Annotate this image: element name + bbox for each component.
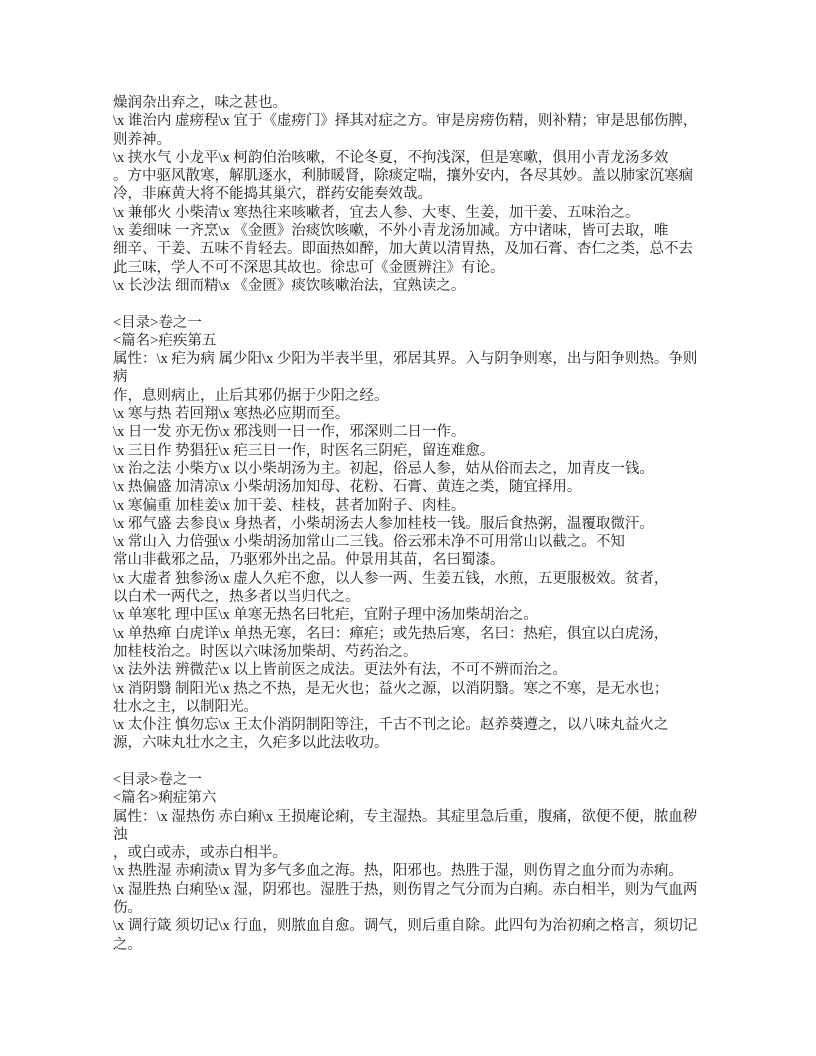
text-line: \x 三日作 势猖狂\x 疟三日一作，时医名三阴疟，留连难愈。: [113, 442, 495, 459]
text-line: 壮水之主，以制阳光。: [113, 698, 258, 715]
text-line: <目录>卷之一: [113, 771, 202, 788]
text-line: 冷，非麻黄大将不能捣其巢穴，群药安能奏效哉。: [113, 186, 432, 203]
text-line: 加桂枝治之。时医以六味汤加柴胡、芍药治之。: [113, 643, 418, 660]
text-line: \x 姜细味 一齐烹\x 《金匮》治痰饮咳嗽，不外小青龙汤加减。方中诸味，皆可去取，唯: [113, 223, 669, 240]
text-line: 源，六味丸壮水之主，久疟多以此法收功。: [113, 735, 389, 752]
text-line: \x 太仆注 慎勿忘\x 王太仆消阴制阳等注，千古不刊之论。赵养葵遵之，以八味丸益火之: [113, 717, 669, 734]
text-line: 病: [113, 369, 128, 386]
text-line: \x 法外法 辨微茫\x 以上皆前医之成法。更法外有法，不可不辨而治之。: [113, 662, 567, 679]
text-line: 以白术一两代之，热多者以当归代之。: [113, 589, 360, 606]
text-line: 则养神。: [113, 131, 171, 148]
text-line: <篇名>疟疾第五: [113, 332, 217, 349]
text-line: \x 湿胜热 白痢坠\x 湿，阴邪也。湿胜于热，则伤胃之气分而为白痢。赤白相半，则为气血两: [113, 881, 698, 898]
text-line: 细辛、干姜、五味不肯轻去。即面热如醉，加大黄以清胃热，及加石膏、杏仁之类，总不去: [113, 241, 693, 258]
text-line: \x 寒与热 若回翔\x 寒热必应期而至。: [113, 406, 350, 423]
text-line: 燥润杂出弃之，味之甚也。: [113, 95, 287, 111]
blank-line: [113, 753, 793, 771]
text-line: ，或白或赤，或赤白相半。: [113, 845, 287, 862]
text-line: \x 治之法 小柴方\x 以小柴胡汤为主。初起，俗忌人参，姑从俗而去之，加青皮一钱。: [113, 460, 654, 477]
text-line: 属性：\x 疟为病 属少阳\x 少阳为半表半里，邪居其界。入与阴争则寒，出与阳争则热。争则: [113, 351, 698, 368]
text-line: \x 消阴翳 制阳光\x 热之不热，是无火也；益火之源，以消阴翳。寒之不寒，是无水也；: [113, 680, 669, 697]
text-line: \x 邪气盛 去参良\x 身热者，小柴胡汤去人参加桂枝一钱。服后食热粥，温覆取微汗。: [113, 515, 654, 532]
text-line: \x 单寒牝 理中匡\x 单寒无热名曰牝疟，宜附子理中汤加柴胡治之。: [113, 607, 538, 624]
text-line: \x 长沙法 细而精\x 《金匮》痰饮咳嗽治法，宜熟读之。: [113, 277, 466, 294]
text-line: \x 兼郁火 小柴清\x 寒热往来咳嗽者，宜去人参、大枣、生姜，加干姜、五味治之。: [113, 204, 640, 221]
text-line: <目录>卷之一: [113, 314, 202, 331]
text-line: \x 热胜湿 赤痢渍\x 胃为多气多血之海。热，阳邪也。热胜于湿，则伤胃之血分而为赤痢。: [113, 863, 683, 880]
text-line: \x 大虚者 独参汤\x 虚人久疟不愈，以人参一两、生姜五钱，水煎，五更服极效。贫者，: [113, 570, 669, 587]
blank-line: [113, 295, 793, 313]
text-line: 伤。: [113, 900, 142, 917]
text-line: \x 日一发 亦无伤\x 邪浅则一日一作，邪深则二日一作。: [113, 424, 466, 441]
text-line: 。方中驱风散寒，解肌逐水，利肺暖肾，除痰定喘，攘外安内，各尽其妙。盖以肺家沉寒痼: [113, 168, 693, 185]
text-line: \x 谁治内 虚痨程\x 宜于《虚痨门》择其对症之方。审是房痨伤精，则补精；审是思郁伤脾，: [113, 113, 698, 130]
text-line: \x 单热瘅 白虎详\x 单热无寒，名曰：瘅疟；或先热后寒，名曰：热疟，俱宜以白虎汤，: [113, 625, 669, 642]
text-line: 之。: [113, 936, 142, 953]
text-line: <篇名>痢症第六: [113, 790, 217, 807]
document-text-block: [113, 94, 793, 954]
text-line: 属性：\x 湿热伤 赤白痢\x 王损庵论痢，专主湿热。其症里急后重，腹痛，欲便不便，脓血秽: [113, 808, 698, 825]
text-line: \x 调行箴 须切记\x 行血，则脓血自愈。调气，则后重自除。此四句为治初痢之格言，须切记: [113, 918, 698, 935]
text-line: 作，息则病止，止后其邪仍据于少阳之经。: [113, 387, 389, 404]
text-line: \x 寒偏重 加桂姜\x 加干姜、桂枝，甚者加附子、肉桂。: [113, 497, 466, 514]
text-line: 浊: [113, 826, 128, 843]
text-line: \x 热偏盛 加清凉\x 小柴胡汤加知母、花粉、石膏、黄连之类，随宜择用。: [113, 479, 582, 496]
text-line: 此三味，学人不可不深思其故也。徐忠可《金匮辨注》有论。: [113, 259, 505, 276]
text-line: \x 挟水气 小龙平\x 柯韵伯治咳嗽，不论冬夏，不拘浅深，但是寒嗽，俱用小青龙汤多效: [113, 149, 669, 166]
text-line: 常山非截邪之品，乃驱邪外出之品。仲景用其苗，名曰蜀漆。: [113, 552, 505, 569]
text-line: \x 常山入 力倍强\x 小柴胡汤加常山二三钱。俗云邪未净不可用常山以截之。不知: [113, 534, 625, 551]
